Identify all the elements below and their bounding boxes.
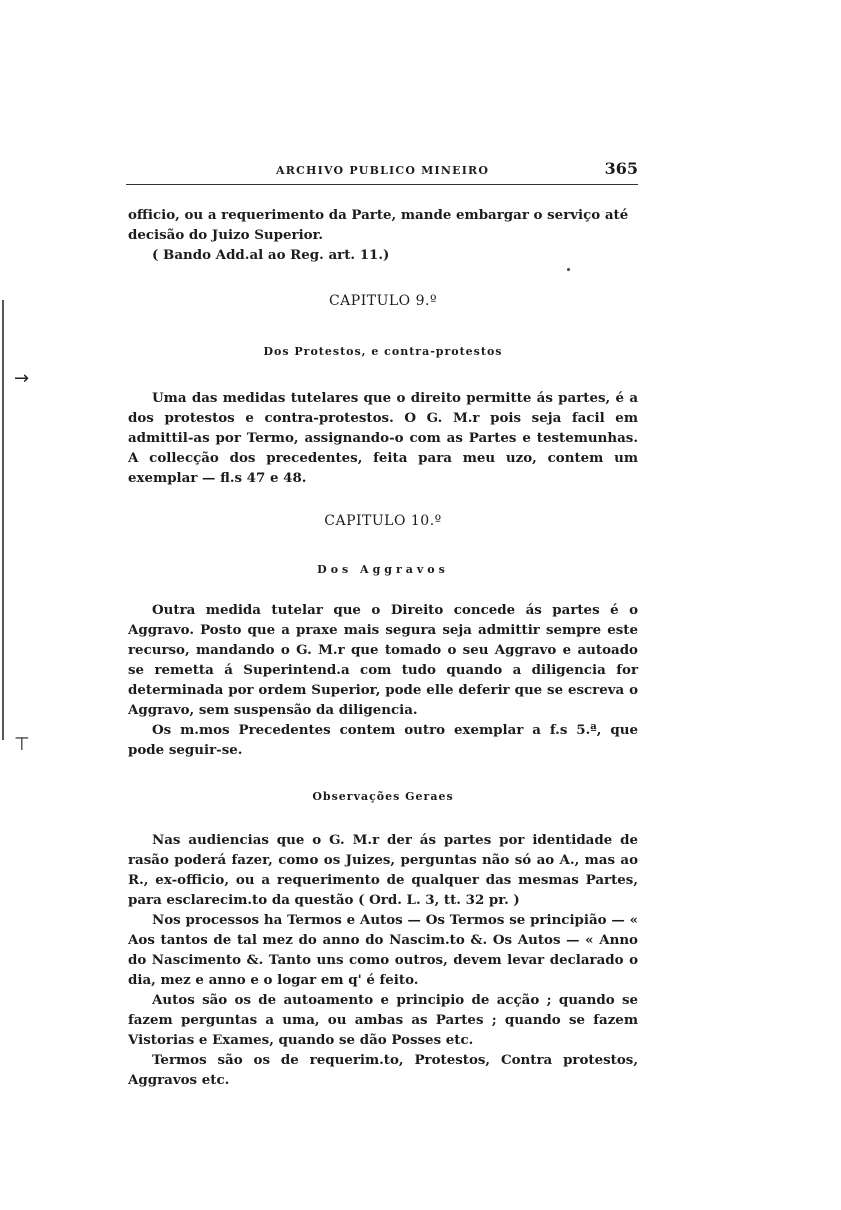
chapter-9-paragraph: Uma das medidas tutelares que o direito permitte ás partes, é a dos protestos e contra-protestos. O G. M.r pois seja facil em admittil-as por Termo, assignando-o com as Partes e testemunhas. A collecção dos precedentes, feita para meu uzo, contem um exemplar — fl.s 47 e 48. — [128, 390, 638, 486]
header-title: ARCHIVO PUBLICO MINEIRO — [276, 164, 490, 177]
observacoes-paragraph-4: Termos são os de requerim.to, Protestos, Contra protestos, Aggravos etc. — [128, 1052, 638, 1088]
running-header — [126, 158, 638, 185]
margin-cross-mark: ⊤ — [14, 734, 30, 755]
observacoes-paragraph-1: Nas audiencias que o G. M.r der ás partes por identidade de rasão poderá fazer, como os Juizes, perguntas não só ao A., mas ao R., ex-officio, ou a requerimento de qualquer das mesmas Partes, para esclarecim.to da questão ( Ord. L. 3, tt. 32 pr. ) — [128, 832, 638, 908]
page-edge-line — [2, 300, 4, 740]
observacoes-paragraph-2: Nos processos ha Termos e Autos — Os Termos se principião — « Aos tantos de tal mez do anno do Nascim.to &. Os Autos — « Anno do Nascimento &. Tanto uns como outros, devem levar declarado o dia, mez e anno e o logar em q' é feito. — [128, 912, 638, 988]
chapter-10-paragraph-2: Os m.mos Precedentes contem outro exemplar a f.s 5.ª, que pode seguir-se. — [128, 722, 638, 758]
chapter-9-heading: CAPITULO 9.º — [328, 293, 438, 309]
margin-arrow-mark: → — [14, 368, 30, 389]
chapter-10-paragraph-1: Outra medida tutelar que o Direito concede ás partes é o Aggravo. Posto que a praxe mais segura seja admittir sempre este recurso, mandando o G. M.r que tomado o seu Aggravo e autoado se remetta á Superintend.a com tudo quando a diligencia for determinada por ordem Superior, pode elle deferir que se escreva o Aggravo, sem suspensão da diligencia. — [128, 602, 638, 718]
observacoes-body — [128, 830, 638, 1090]
opening-line-3: ( Bando Add.al ao Reg. art. 11.) — [152, 247, 390, 263]
page-number: 365 — [604, 159, 638, 178]
observacoes-heading: Observações Geraes — [312, 790, 454, 803]
observacoes-paragraph-3: Autos são os de autoamento e principio de acção ; quando se fazem perguntas a uma, ou ambas as Partes ; quando se fazem Vistorias e Exames, quando se dão Posses etc. — [128, 992, 638, 1048]
opening-text — [128, 205, 638, 265]
chapter-9-body — [128, 388, 638, 488]
chapter-9-subheading: Dos Protestos, e contra-protestos — [263, 345, 503, 358]
ink-speck — [567, 268, 570, 271]
chapter-10-subheading: Dos Aggravos — [317, 563, 449, 576]
opening-line-2: decisão do Juizo Superior. — [128, 227, 324, 243]
opening-line-1: officio, ou a requerimento da Parte, mande embargar o serviço até — [128, 207, 629, 223]
chapter-10-heading: CAPITULO 10.º — [324, 513, 442, 529]
chapter-10-body — [128, 600, 638, 760]
